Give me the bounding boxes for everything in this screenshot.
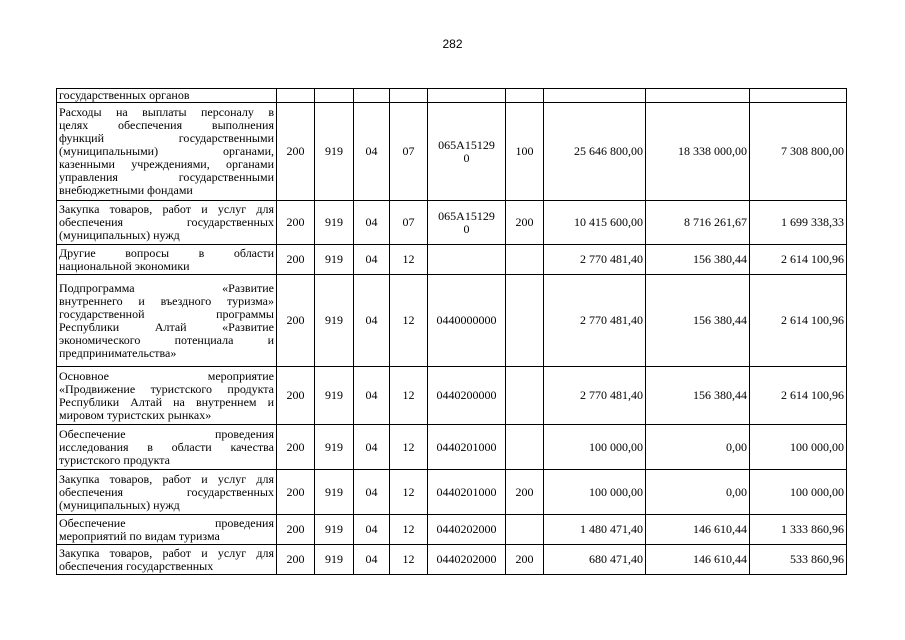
cell-cel-statya: 12 <box>390 470 428 515</box>
cell-glava <box>277 89 315 103</box>
cell-vid-rashodov: 200 <box>506 470 544 515</box>
cell-sum-1: 10 415 600,00 <box>544 201 646 245</box>
row-description <box>57 103 277 201</box>
cell-podrazdel: 04 <box>354 245 390 275</box>
cell-sum-2: 146 610,44 <box>646 515 750 545</box>
cell-razdel: 919 <box>315 367 354 425</box>
description-line: Подпрограмма «Развитие <box>59 280 274 295</box>
cell-kcsr <box>428 425 506 470</box>
description-line: Обеспечение проведения <box>59 515 274 530</box>
kcsr-part: 0440000000 <box>436 313 497 327</box>
description-line: целях обеспечения выполнения <box>59 118 274 132</box>
cell-sum-3: 2 614 100,96 <box>750 367 847 425</box>
cell-sum-3: 533 860,96 <box>750 545 847 575</box>
cell-sum-3: 2 614 100,96 <box>750 275 847 367</box>
description-line: Другие вопросы в области <box>59 245 274 260</box>
cell-kcsr <box>428 545 506 575</box>
row-description <box>57 367 277 425</box>
cell-razdel: 919 <box>315 245 354 275</box>
cell-podrazdel: 04 <box>354 367 390 425</box>
description-line: Закупка товаров, работ и услуг для <box>59 202 274 216</box>
cell-cel-statya: 12 <box>390 425 428 470</box>
row-description <box>57 515 277 545</box>
description-line: (муниципальными) органами, <box>59 144 274 158</box>
table-row <box>57 367 847 425</box>
cell-sum-2: 156 380,44 <box>646 245 750 275</box>
cell-kcsr <box>428 89 506 103</box>
cell-podrazdel <box>354 89 390 103</box>
row-description <box>57 275 277 367</box>
cell-sum-3: 1 333 860,96 <box>750 515 847 545</box>
cell-glava: 200 <box>277 425 315 470</box>
cell-sum-3: 2 614 100,96 <box>750 245 847 275</box>
cell-sum-3: 100 000,00 <box>750 425 847 470</box>
cell-vid-rashodov <box>506 515 544 545</box>
row-description <box>57 545 277 575</box>
cell-razdel: 919 <box>315 545 354 575</box>
kcsr-part: 0440201000 <box>436 439 497 454</box>
description-line: обеспечения государственных <box>59 558 214 573</box>
cell-sum-1: 2 770 481,40 <box>544 275 646 367</box>
description-line: туристского продукта <box>59 452 170 467</box>
cell-sum-3: 1 699 338,33 <box>750 201 847 245</box>
description-line: казенными учреждениями, органами <box>59 157 274 171</box>
description-line: Основное мероприятие <box>59 368 274 383</box>
cell-razdel: 919 <box>315 470 354 515</box>
cell-sum-3 <box>750 89 847 103</box>
cell-podrazdel: 04 <box>354 545 390 575</box>
cell-kcsr <box>428 367 506 425</box>
cell-kcsr <box>428 275 506 367</box>
kcsr-part: 0440202000 <box>436 522 497 536</box>
description-line: экономического потенциала и <box>59 332 274 347</box>
cell-cel-statya: 12 <box>390 275 428 367</box>
description-line: Республики Алтай на внутреннем и <box>59 394 274 409</box>
cell-sum-1: 100 000,00 <box>544 425 646 470</box>
table-row <box>57 89 847 103</box>
description-line: Обеспечение проведения <box>59 426 274 441</box>
cell-razdel: 919 <box>315 515 354 545</box>
cell-razdel: 919 <box>315 103 354 201</box>
cell-sum-2: 0,00 <box>646 470 750 515</box>
cell-cel-statya: 07 <box>390 201 428 245</box>
cell-razdel <box>315 89 354 103</box>
cell-sum-2 <box>646 89 750 103</box>
cell-sum-1 <box>544 89 646 103</box>
cell-kcsr <box>428 515 506 545</box>
description-line: предпринимательства» <box>59 345 177 360</box>
description-line: Закупка товаров, работ и услуг для <box>59 545 274 560</box>
cell-cel-statya: 07 <box>390 103 428 201</box>
cell-glava: 200 <box>277 515 315 545</box>
cell-kcsr <box>428 245 506 275</box>
cell-vid-rashodov <box>506 367 544 425</box>
cell-glava: 200 <box>277 275 315 367</box>
description-line: Закупка товаров, работ и услуг для <box>59 471 274 486</box>
description-line: обеспечения государственных <box>59 215 274 229</box>
kcsr-part: 0 <box>463 221 470 236</box>
table-row <box>57 515 847 545</box>
table-body <box>57 89 847 575</box>
description-line: «Продвижение туристского продукта <box>59 381 274 396</box>
kcsr-part: 0440201000 <box>436 484 497 499</box>
kcsr-part: 0440200000 <box>436 388 497 402</box>
description-line: исследования в области качества <box>59 439 274 454</box>
cell-sum-2: 0,00 <box>646 425 750 470</box>
cell-glava: 200 <box>277 545 315 575</box>
description-line: внутреннего и въездного туризма» <box>59 293 274 308</box>
cell-sum-2: 146 610,44 <box>646 545 750 575</box>
description-line: внебюджетными фондами <box>59 183 193 197</box>
cell-sum-1: 680 471,40 <box>544 545 646 575</box>
cell-podrazdel: 04 <box>354 201 390 245</box>
description-line: Республики Алтай «Развитие <box>59 319 274 334</box>
cell-cel-statya: 12 <box>390 245 428 275</box>
kcsr-part: 0 <box>463 150 470 165</box>
cell-glava: 200 <box>277 201 315 245</box>
description-line: функций государственными <box>59 131 274 145</box>
cell-sum-2: 18 338 000,00 <box>646 103 750 201</box>
row-description <box>57 425 277 470</box>
cell-kcsr <box>428 470 506 515</box>
row-description <box>57 201 277 245</box>
budget-table <box>56 88 847 575</box>
cell-glava: 200 <box>277 103 315 201</box>
cell-vid-rashodov <box>506 425 544 470</box>
cell-vid-rashodov <box>506 275 544 367</box>
cell-glava: 200 <box>277 367 315 425</box>
description-line: государственной программы <box>59 306 274 321</box>
cell-podrazdel: 04 <box>354 425 390 470</box>
cell-sum-1: 25 646 800,00 <box>544 103 646 201</box>
cell-podrazdel: 04 <box>354 275 390 367</box>
table-row <box>57 275 847 367</box>
cell-cel-statya: 12 <box>390 545 428 575</box>
cell-sum-2: 156 380,44 <box>646 367 750 425</box>
cell-vid-rashodov: 200 <box>506 201 544 245</box>
description-line: Расходы на выплаты персоналу в <box>59 105 274 119</box>
cell-sum-2: 8 716 261,67 <box>646 201 750 245</box>
description-line: (муниципальных) нужд <box>59 228 180 242</box>
description-line: (муниципальных) нужд <box>59 497 180 512</box>
cell-vid-rashodov <box>506 245 544 275</box>
table-row <box>57 545 847 575</box>
cell-podrazdel: 04 <box>354 515 390 545</box>
cell-vid-rashodov: 100 <box>506 103 544 201</box>
cell-vid-rashodov <box>506 89 544 103</box>
cell-sum-1: 100 000,00 <box>544 470 646 515</box>
cell-glava: 200 <box>277 245 315 275</box>
kcsr-part: 065А15129 <box>438 137 495 152</box>
description-line: обеспечения государственных <box>59 484 274 499</box>
cell-kcsr <box>428 201 506 245</box>
cell-razdel: 919 <box>315 201 354 245</box>
cell-glava: 200 <box>277 470 315 515</box>
cell-sum-2: 156 380,44 <box>646 275 750 367</box>
cell-vid-rashodov: 200 <box>506 545 544 575</box>
description-line: мероприятий по видам туризма <box>59 528 220 543</box>
table-row <box>57 425 847 470</box>
kcsr-part: 0440202000 <box>436 552 497 566</box>
table-row <box>57 201 847 245</box>
cell-cel-statya: 12 <box>390 367 428 425</box>
cell-sum-1: 2 770 481,40 <box>544 245 646 275</box>
cell-sum-1: 1 480 471,40 <box>544 515 646 545</box>
cell-podrazdel: 04 <box>354 103 390 201</box>
row-description <box>57 245 277 275</box>
row-description <box>57 470 277 515</box>
description-line: мировом туристских рынках» <box>59 407 212 422</box>
table-row <box>57 103 847 201</box>
cell-kcsr <box>428 103 506 201</box>
cell-sum-1: 2 770 481,40 <box>544 367 646 425</box>
cell-sum-3: 100 000,00 <box>750 470 847 515</box>
description-line: управления государственными <box>59 170 274 184</box>
kcsr-part: 065А15129 <box>438 208 495 223</box>
cell-razdel: 919 <box>315 425 354 470</box>
description-line: государственных органов <box>59 88 190 102</box>
cell-podrazdel: 04 <box>354 470 390 515</box>
row-description <box>57 89 277 103</box>
page-number: 282 <box>442 37 463 51</box>
cell-cel-statya <box>390 89 428 103</box>
cell-cel-statya: 12 <box>390 515 428 545</box>
cell-razdel: 919 <box>315 275 354 367</box>
table-row <box>57 245 847 275</box>
description-line: национальной экономики <box>59 258 190 273</box>
table-row <box>57 470 847 515</box>
cell-sum-3: 7 308 800,00 <box>750 103 847 201</box>
